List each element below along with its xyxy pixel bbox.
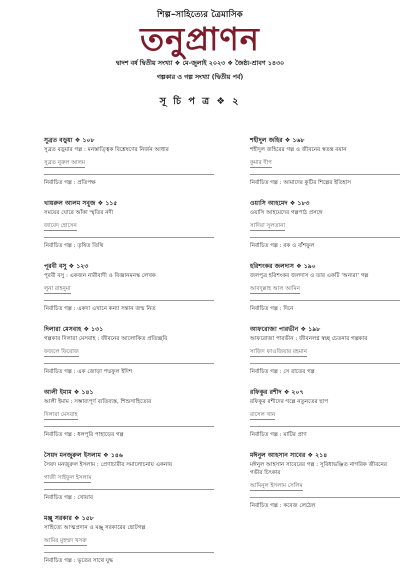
entry-selected-story: নির্বাচিত গল্প : দিনে	[250, 306, 294, 312]
divider	[44, 174, 214, 175]
entry-author: হরিশংকর জলদাস ❖ ১৯০	[250, 263, 316, 270]
entry-essay-title: সময়ের ঘোরে আঁকা স্মৃতির নদী	[44, 210, 114, 216]
divider	[250, 237, 400, 238]
divider	[250, 363, 400, 364]
entry-author: আফরোজা পারভীন ❖ ১৯৮	[250, 326, 321, 333]
divider	[44, 426, 214, 427]
divider	[250, 426, 400, 427]
divider	[44, 237, 214, 238]
toc-columns	[44, 136, 387, 566]
masthead	[0, 0, 400, 83]
entry-essay-writer: আবদুল্লাহ আল আমিন	[250, 286, 300, 292]
toc-entry	[44, 451, 214, 514]
entry-author: পূরবী বসু ❖ ১২৩	[44, 263, 89, 270]
entry-essay-writer: সুব্রত নুরুল আলম	[44, 160, 86, 166]
entry-author: সুব্রত বড়ুয়া ❖ ১০৮	[44, 137, 95, 144]
entry-essay-title: আলী ইমাম : সম্ভাব্যপূর্ণ ব্যতিব্যস্ত, শিশুসাহিত্যের	[44, 399, 152, 405]
entry-essay-title: রফিকুর রশীদের গল্পে নতুনতের ছাপ	[250, 399, 329, 405]
toc-entry	[44, 199, 214, 262]
entry-selected-story: নির্বাচিত গল্প : প্রতিপক্ষ	[44, 180, 96, 186]
entry-essay-writer: সাজিদ ফাওজিয়ার রহমান	[250, 349, 307, 355]
entry-author: শহীদুল জহির ❖ ১৬৮	[250, 137, 305, 144]
toc-entry	[44, 136, 214, 199]
entry-essay-writer: ফজলে ফিরোজ	[44, 349, 79, 355]
entry-selected-story: নির্বাচিত গল্প : তৃষিত তিথি	[44, 243, 104, 249]
toc-left-column	[44, 136, 214, 577]
entry-essay-title: জলপুত্র হরিশংকর জলদাস ও তার একটি 'অন্যরা' গল্প	[250, 273, 369, 279]
toc-entry	[250, 199, 400, 262]
divider	[44, 552, 214, 553]
issue-subtitle: গল্পকার ও গল্প সংখ্যা (দ্বিতীয় পর্ব)	[156, 74, 244, 81]
entry-essay-title: সৈয়দ মনজুরুল ইসলাম : প্রেণাচারীর সমালোচনায় একনায়	[44, 462, 173, 468]
entry-essay-title: গল্পকার দিলারা মেসবাহ : জীবনের আলোকিত প্রতিচ্ছবি	[44, 336, 168, 342]
entry-essay-writer: কুমার দীপ	[250, 160, 272, 166]
toc-entry	[250, 136, 400, 199]
entry-author: ওয়াসি আহমেদ ❖ ১৮৩	[250, 200, 310, 207]
entry-essay-title: পূরবী বসু : একজন নারীবাদী ও বিজ্ঞানমনস্ক লেখক	[44, 273, 156, 279]
entry-selected-story: নির্বাচিত গল্প : একদা এখানে কন্যা সন্তান জন্ম নিত	[44, 306, 156, 312]
toc-right-column	[250, 136, 400, 522]
entry-essay-title: ওয়াসি আহমেদের গল্পপাঠ প্রসঙ্গে	[250, 210, 323, 216]
divider	[44, 363, 214, 364]
toc-entry	[44, 514, 214, 577]
entry-author: দিলারা মেসবাহ ❖ ১৩১	[44, 326, 104, 333]
toc-entry	[250, 451, 400, 522]
entry-author: মঞ্জু সরকার ❖ ১৫৮	[44, 515, 94, 522]
entry-author: সৈয়দ মনজুরুল ইসলাম ❖ ১৪৬	[44, 452, 123, 459]
toc-entry	[44, 325, 214, 388]
toc-entry	[250, 388, 400, 451]
magazine-tagline: শিল্প–সাহিত্যের ত্রৈমাসিক	[157, 10, 243, 20]
entry-essay-writer: রাসেল খান	[250, 412, 276, 418]
entry-selected-story: নির্বাচিত গল্প : সে রাতের গল্প	[250, 369, 315, 375]
entry-selected-story: নির্বাচিত গল্প : এক জোড়া পদ্মফুল ইদিশ	[44, 369, 133, 375]
entry-essay-writer: লুনা রাহনুমা	[44, 286, 71, 292]
entry-essay-writer: আমির মুহম্মদ খসরু	[44, 538, 87, 544]
divider	[44, 489, 214, 490]
entry-essay-writer: জাবেদ হোসেন	[44, 223, 77, 229]
entry-essay-writer: দিলারা মেসবাহ	[44, 412, 78, 418]
divider	[44, 300, 214, 301]
entry-essay-title: আফরোজা পারভীন : জীবনলগ্ন স্বচ্ছ চেতনার গল্পকার	[250, 336, 368, 342]
entry-essay-writer: সাদিয়া সুলতানা	[250, 223, 286, 229]
divider	[250, 497, 400, 498]
entry-selected-story: নির্বাচিত গল্প : আমাদের কুটির শিল্পের ইতিহাস	[250, 180, 352, 186]
entry-selected-story: নির্বাচিত গল্প : কবেজ লেঠেল	[250, 503, 316, 509]
toc-entry	[250, 325, 400, 388]
entry-essay-title: মঈনুল আহসান সাবেরের গল্প : সুবিধাভঞ্জিত নাগরিক জীবনের গভীর চিৎকার	[250, 462, 387, 476]
entry-selected-story: নির্বাচিত গল্প : বক ও বাঁশফুল	[250, 243, 315, 249]
entry-author: খায়রুল আলম সবুজ ❖ ১১৫	[44, 200, 118, 207]
divider	[250, 300, 400, 301]
toc-entry	[250, 262, 400, 325]
magazine-title: তনুপ্রাণন	[140, 20, 260, 58]
entry-author: মঈনুল আহসান সাবের ❖ ২১৪	[250, 452, 328, 459]
entry-essay-title: সুব্রত বড়ুয়ার গল্প : মনস্তাত্ত্বিক বিশ্লেষণের নির্জন আধার	[44, 147, 169, 153]
entry-author: আলী ইমাম ❖ ১৪১	[44, 389, 94, 396]
issue-meta: দ্বাদশ বর্ষ দ্বিতীয় সংখ্যা ❖ মে-জুলাই ২০২৩ ❖ জৈষ্ঠ্য-শ্রাবণ ১৪৩০	[115, 60, 285, 67]
entry-essay-title: শহীদুল জহিরের গল্প ও জীবনের স্বতন্ত্র বয়ান	[250, 147, 347, 153]
divider	[250, 174, 400, 175]
toc-entry	[44, 388, 214, 451]
entry-author: রফিকুর রশীদ ❖ ২০৭	[250, 389, 304, 396]
entry-essay-writer: গাজী সাইফুল ইসলাম	[44, 475, 92, 481]
entry-selected-story: নির্বাচিত গল্প : ভূতের সাথে যুদ্ধ	[44, 558, 114, 564]
toc-entry	[44, 262, 214, 325]
entry-essay-title: সাহিত্যে আত্মপ্রদান ও মঞ্জু সরকারের ছোটগল্প	[44, 525, 146, 531]
entry-essay-writer: আমিনুল ইসলাম সেলিম	[250, 483, 303, 489]
entry-selected-story: নির্বাচিত গল্প : খোয়াব	[44, 495, 93, 501]
toc-heading: সূ চি প ত্র ❖ ২	[159, 96, 241, 107]
entry-selected-story: নির্বাচিত গল্প : ধলপুরি পাহাড়ের গল্প	[44, 432, 124, 438]
entry-selected-story: নির্বাচিত গল্প : মাটির প্রাণ	[250, 432, 307, 438]
